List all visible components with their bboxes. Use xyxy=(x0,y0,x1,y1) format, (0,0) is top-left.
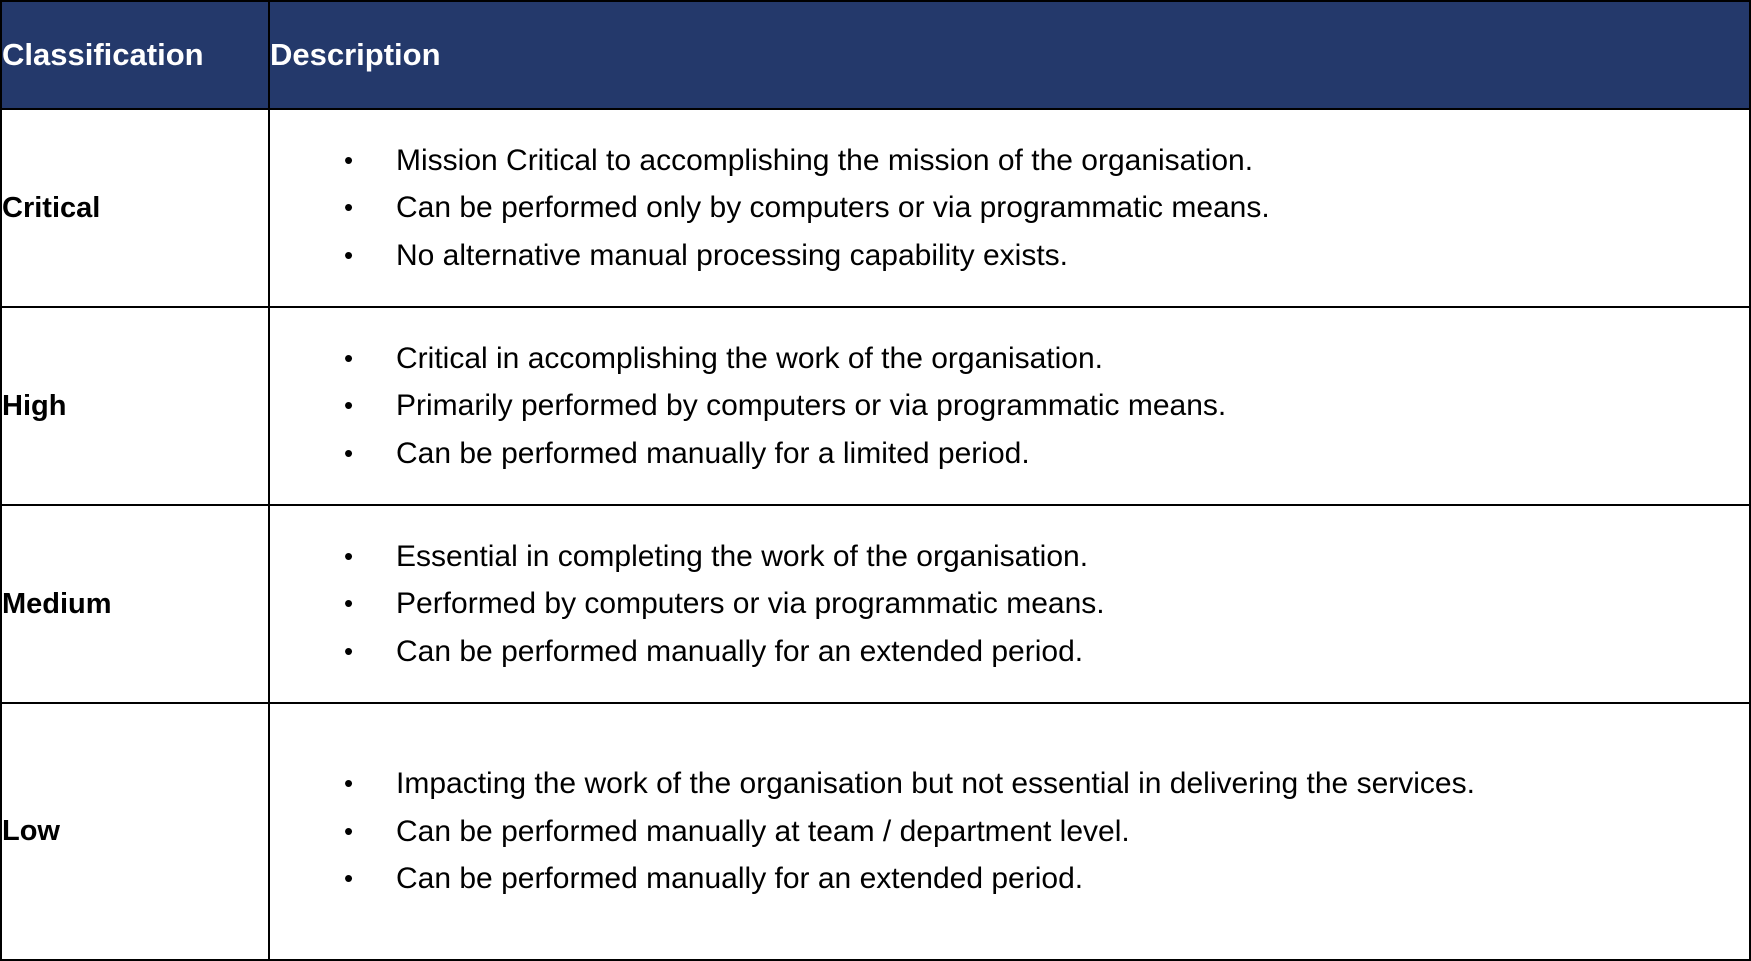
list-item-text: Primarily performed by computers or via programmatic means. xyxy=(396,389,1227,423)
bullet-icon: • xyxy=(344,863,354,894)
table-row xyxy=(1,703,1750,960)
bullet-icon: • xyxy=(344,437,354,468)
list-item-text: Mission Critical to accomplishing the mission of the organisation. xyxy=(396,143,1254,177)
table-row xyxy=(1,505,1750,703)
bullet-icon: • xyxy=(344,239,354,270)
list-item xyxy=(270,855,1729,902)
bullet-icon: • xyxy=(344,635,354,666)
bullet-icon: • xyxy=(344,144,354,175)
table-header xyxy=(1,1,1750,109)
bullet-icon: • xyxy=(344,390,354,421)
cell-classification-medium: Medium xyxy=(1,505,269,703)
cell-description-critical xyxy=(269,109,1750,307)
list-item xyxy=(270,628,1729,675)
list-item-text: Impacting the work of the organisation but not essential in delivering the services. xyxy=(396,767,1475,801)
bullet-list xyxy=(270,119,1749,297)
table-row xyxy=(1,307,1750,505)
list-item xyxy=(270,232,1729,279)
cell-classification-low: Low xyxy=(1,703,269,960)
column-header-classification: Classification xyxy=(1,1,269,109)
list-item xyxy=(270,137,1729,184)
list-item xyxy=(270,533,1729,580)
bullet-icon: • xyxy=(344,768,354,799)
table-header-row xyxy=(1,1,1750,109)
column-header-description: Description xyxy=(269,1,1750,109)
list-item xyxy=(270,335,1729,382)
cell-classification-high: High xyxy=(1,307,269,505)
list-item-text: Can be performed manually for a limited period. xyxy=(396,436,1030,470)
bullet-icon: • xyxy=(344,192,354,223)
list-item-text: Critical in accomplishing the work of the organisation. xyxy=(396,341,1104,375)
list-item-text: No alternative manual processing capability exists. xyxy=(396,238,1068,272)
cell-description-medium xyxy=(269,505,1750,703)
bullet-list xyxy=(270,515,1749,693)
list-item-text: Can be performed manually for an extended period. xyxy=(396,634,1084,668)
list-item xyxy=(270,184,1729,231)
cell-description-low xyxy=(269,703,1750,960)
bullet-icon: • xyxy=(344,540,354,571)
bullet-icon: • xyxy=(344,342,354,373)
list-item xyxy=(270,430,1729,477)
table-row xyxy=(1,109,1750,307)
cell-description-high xyxy=(269,307,1750,505)
list-item xyxy=(270,580,1729,627)
list-item-text: Performed by computers or via programmatic means. xyxy=(396,587,1105,621)
list-item xyxy=(270,382,1729,429)
bullet-list xyxy=(270,317,1749,495)
cell-classification-critical: Critical xyxy=(1,109,269,307)
list-item xyxy=(270,808,1729,855)
table-body xyxy=(1,109,1750,960)
bullet-icon: • xyxy=(344,815,354,846)
list-item-text: Can be performed only by computers or via programmatic means. xyxy=(396,191,1270,225)
list-item-text: Essential in completing the work of the organisation. xyxy=(396,539,1089,573)
list-item-text: Can be performed manually at team / department level. xyxy=(396,814,1130,848)
list-item-text: Can be performed manually for an extended period. xyxy=(396,862,1084,896)
list-item xyxy=(270,760,1729,807)
bullet-list xyxy=(270,742,1749,920)
bullet-icon: • xyxy=(344,588,354,619)
